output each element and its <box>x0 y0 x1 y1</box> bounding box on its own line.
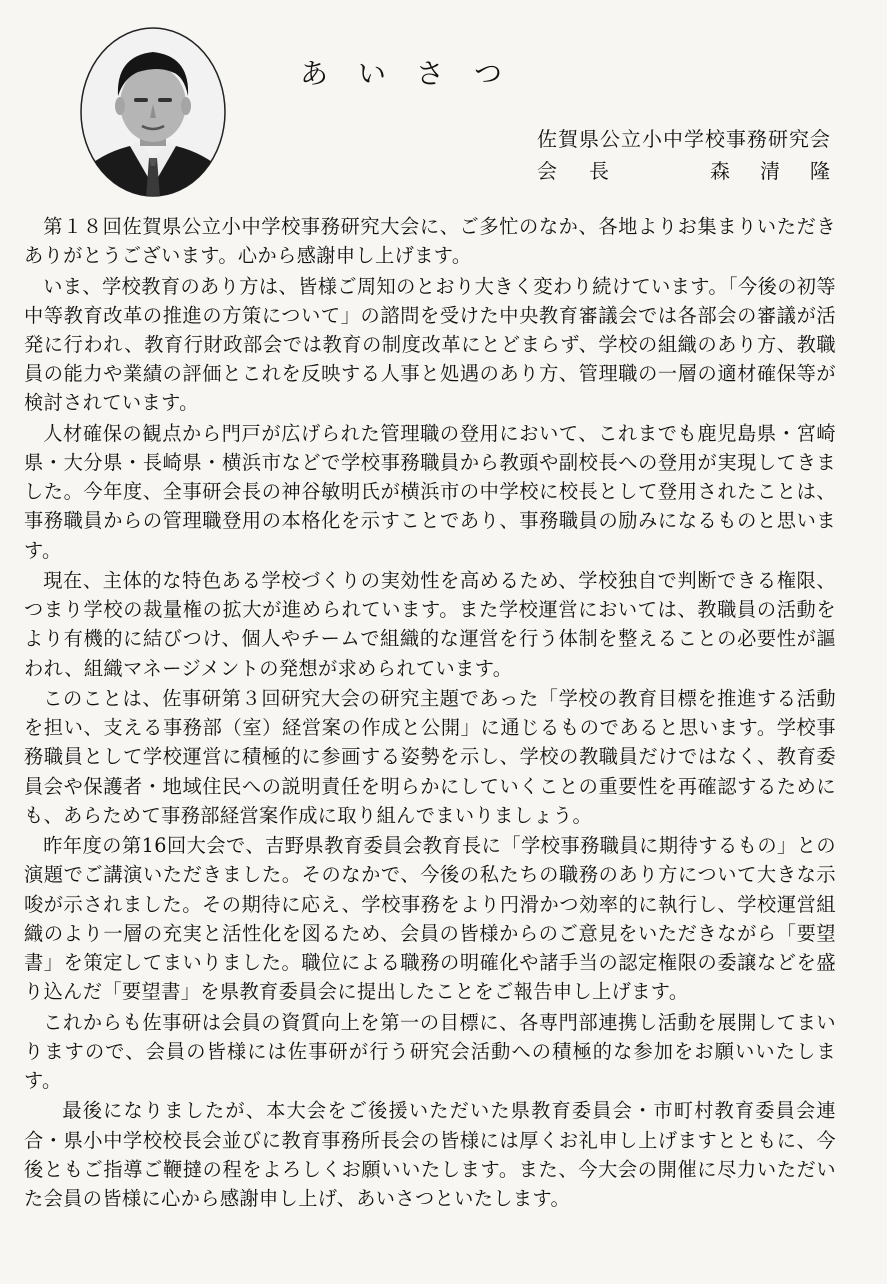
body-paragraph: このことは、佐事研第３回研究大会の研究主題であった「学校の教育目標を推進する活動を担い、支える事務部（室）経営案の作成と公開」に通じるものであると思います。学校事務職員として学校運営に積極的に参画する姿勢を示し、学校の教職員だけではなく、教育委員会や保護者・地域住民への説明責任を明らかにしていくことの重要性を再確認するためにも、あらためて事務部経営案作成に取り組んでまいりましょう。 <box>24 687 836 827</box>
author-name-char: 清 <box>760 159 780 183</box>
author-name <box>710 155 830 187</box>
body-paragraph: 最後になりましたが、本大会をご後援いただいた県教育委員会・市町村教育委員会連合・県小中学校校長会並びに教育事務所長会の皆様には厚くお礼申し上げますとともに、今後ともご指導ご鞭撻の程をよろしくお願いいたします。また、今大会の開催に尽力いただいた会員の皆様に心から感謝申し上げ、あいさつといたします。 <box>24 1099 836 1211</box>
author-role <box>537 155 609 187</box>
greeting-body <box>24 212 836 1214</box>
body-paragraph: 昨年度の第16回大会で、吉野県教育委員会教育長に「学校事務職員に期待するもの」との演題でご講演いただきました。そのなかで、今後の私たちの職務のあり方について大きな示唆が示されました。その期待に応え、学校事務をより円滑かつ効率的に執行し、学校運営組織のより一層の充実と活性化を図るため、会員の皆様からのご意見をいただきながら「要望書」を策定してまいりました。職位による職務の明確化や諸手当の認定権限の委譲などを盛り込んだ「要望書」を県教育委員会に提出したことをご報告申し上げます。 <box>24 834 836 1004</box>
author-role-char: 長 <box>589 159 609 183</box>
body-paragraph: いま、学校教育のあり方は、皆様ご周知のとおり大きく変わり続けています。「今後の初等中等教育改革の推進の方策について」の諮問を受けた中央教育審議会では各部会の審議が活発に行われ、教育行財政部会では教育の制度改革にとどまらず、学校の組織のあり方、教職員の能力や業績の評価とこれを反映する人事と処遇のあり方、管理職の一層の適材確保等が検討されています。 <box>24 274 836 415</box>
page-title: あいさつ <box>300 57 533 90</box>
body-paragraph: 現在、主体的な特色ある学校づくりの実効性を高めるため、学校独自で判断できる権限、つまり学校の裁量権の拡大が進められています。また学校運営においては、教職員の活動をより有機的に結びつけ、個人やチームで組織的な運営を行う体制を整えることの必要性が謳われ、組織マネージメントの発想が求められています。 <box>24 569 836 680</box>
body-paragraph: これからも佐事研は会員の資質向上を第一の目標に、各専門部連携し活動を展開してまいりますので、会員の皆様には佐事研が行う研究会活動への積極的な参加をお願いいたします。 <box>24 1010 836 1093</box>
author-name-char: 森 <box>710 159 730 183</box>
author-organization: 佐賀県公立小中学校事務研究会 <box>537 127 831 151</box>
author-role-char: 会 <box>537 159 557 183</box>
body-paragraph: 人材確保の観点から門戸が広げられた管理職の登用において、これまでも鹿児島県・宮崎県・大分県・長崎県・横浜市などで学校事務職員から教頭や副校長への登用が実現してきました。今年度、全事研会長の神谷敏明氏が横浜市の中学校に校長として登用されたことは、事務職員からの管理職登用の本格化を示すことであり、事務職員の励みになるものと思います。 <box>24 421 836 562</box>
author-role-name <box>537 155 830 187</box>
body-paragraph: 第１８回佐賀県公立小中学校事務研究大会に、ご多忙のなか、各地よりお集まりいただきありがとうございます。心から感謝申し上げます。 <box>24 215 836 268</box>
author-portrait <box>78 26 228 198</box>
author-name-char: 隆 <box>810 159 830 183</box>
author-block <box>537 123 831 187</box>
